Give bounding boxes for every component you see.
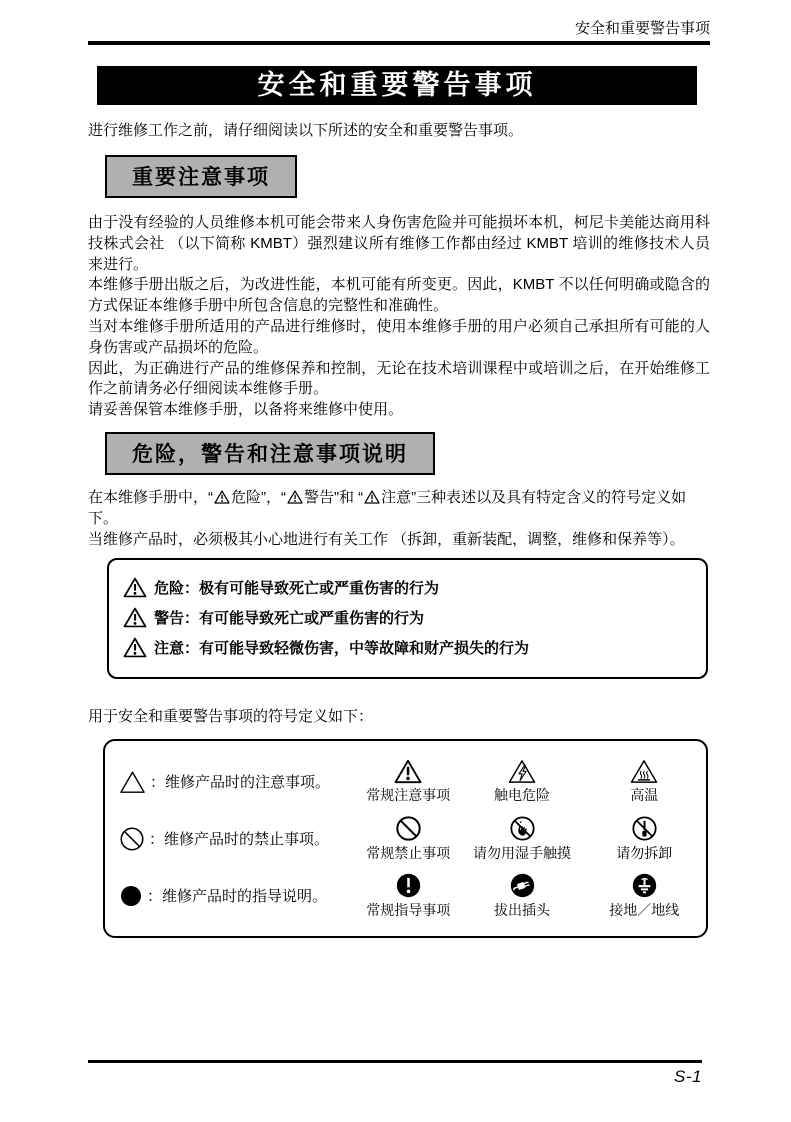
symbol-label: 常规注意事项 [366, 787, 451, 804]
text-segment: 警告”和 “ [304, 488, 364, 506]
symbol-label: 接地／地线 [609, 902, 680, 919]
header-rule [88, 41, 710, 45]
text-segment: 注意”三种表述以及具有特定含义的符号定义如下。 [88, 488, 687, 527]
paragraph: 因此，为正确进行产品的维修保养和控制，无论在技术培训课程中或培训之后，在开始维修工作之前请务必仔细阅读本维修手册。 [88, 359, 710, 398]
no-disassembly-icon [631, 815, 658, 842]
section-title-danger-warning-caution: 危险，警告和注意事项说明 [105, 432, 435, 475]
electric-shock-icon [508, 759, 536, 784]
symbol-label: 请勿拆卸 [616, 845, 673, 862]
symbol-label: 触电危险 [494, 787, 551, 804]
caution-triangle-icon [119, 770, 146, 794]
no-wet-hands-cell [464, 815, 581, 862]
general-caution-cell [355, 759, 462, 804]
caution-legend [119, 770, 355, 794]
caution-level-row [123, 637, 696, 658]
warning-levels-box [107, 558, 708, 679]
symbol-label: 拔出插头 [494, 902, 551, 919]
high-temperature-cell [591, 759, 698, 804]
no-wet-hands-icon [509, 815, 536, 842]
general-instruction-cell [355, 872, 462, 919]
general-prohibition-cell [355, 815, 462, 862]
symbol-label: 请勿用湿手触摸 [473, 845, 572, 862]
unplug-cell [464, 872, 581, 919]
warning-level-row [123, 607, 696, 628]
danger-level-text: 危险：极有可能导致死亡或严重伤害的行为 [154, 580, 440, 598]
high-temperature-icon [630, 759, 658, 784]
caution-legend-text: ：维修产品时的注意事项。 [150, 774, 331, 792]
intro-paragraph: 进行维修工作之前，请仔细阅读以下所述的安全和重要警告事项。 [88, 122, 524, 139]
warning-triangle-icon [214, 490, 230, 504]
caution-level-text: 注意：有可能导致轻微伤害，中等故障和财产损失的行为 [154, 640, 530, 658]
symbol-label: 常规禁止事项 [366, 845, 451, 862]
paragraph: 由于没有经验的人员维修本机可能会带来人身伤害危险并可能损坏本机，柯尼卡美能达商用科技株式会社 （以下简称 KMBT）强烈建议所有维修工作都由经过 KMBT 培训的维修技术人员来进行。 [88, 214, 710, 273]
warning-triangle-icon [123, 637, 147, 658]
general-prohibition-icon [395, 815, 422, 842]
page-content [88, 0, 710, 938]
symbol-label: 常规指导事项 [366, 902, 451, 919]
prohibition-legend-text: ：维修产品时的禁止事项。 [149, 831, 330, 849]
grounding-cell [591, 872, 698, 919]
instruction-circle-icon [119, 884, 143, 908]
footer-rule [88, 1060, 702, 1063]
no-disassembly-cell [591, 815, 698, 862]
grounding-icon [631, 872, 658, 899]
running-header: 安全和重要警告事项 [574, 20, 710, 37]
unplug-icon [509, 872, 536, 899]
page-footer [88, 1060, 702, 1087]
general-instruction-icon [395, 872, 422, 899]
prohibition-legend [119, 826, 355, 852]
important-notice-paragraphs [88, 213, 710, 421]
page-title-banner: 安全和重要警告事项 [97, 66, 697, 105]
text-segment: 危险”，“ [231, 488, 286, 506]
general-caution-icon [394, 759, 422, 784]
electric-shock-cell [464, 759, 581, 804]
warning-level-text: 警告：有可能导致死亡或严重伤害的行为 [154, 610, 425, 628]
instruction-symbols-row [119, 867, 698, 924]
prohibition-symbols-row [119, 810, 698, 867]
instruction-legend-text: ：维修产品时的指导说明。 [147, 888, 328, 906]
warning-triangle-icon [287, 490, 303, 504]
warning-triangle-icon [123, 607, 147, 628]
text-segment: 在本维修手册中，“ [88, 488, 213, 506]
prohibition-circle-icon [119, 826, 145, 852]
warning-triangle-icon [364, 490, 380, 504]
caution-symbols-row [119, 753, 698, 810]
symbols-intro: 用于安全和重要警告事项的符号定义如下： [88, 708, 374, 726]
page-number: S-1 [674, 1067, 702, 1086]
symbol-label: 高温 [630, 787, 659, 804]
danger-warning-caution-intro [88, 488, 710, 550]
paragraph: 本维修手册出版之后，为改进性能，本机可能有所变更。因此，KMBT 不以任何明确或隐含的方式保证本维修手册中所包含信息的完整性和准确性。 [88, 276, 710, 315]
symbols-definition-box [103, 739, 708, 938]
section-title-important-notice: 重要注意事项 [105, 155, 297, 198]
paragraph: 请妥善保管本维修手册，以备将来维修中使用。 [88, 401, 404, 419]
care-note: 当维修产品时，必须极其小心地进行有关工作 （拆卸，重新装配，调整，维修和保养等）。 [88, 530, 685, 548]
paragraph: 当对本维修手册所适用的产品进行维修时，使用本维修手册的用户必须自己承担所有可能的人身伤害或产品损坏的危险。 [88, 317, 710, 356]
warning-triangle-icon [123, 577, 147, 598]
danger-level-row [123, 577, 696, 598]
instruction-legend [119, 884, 355, 908]
